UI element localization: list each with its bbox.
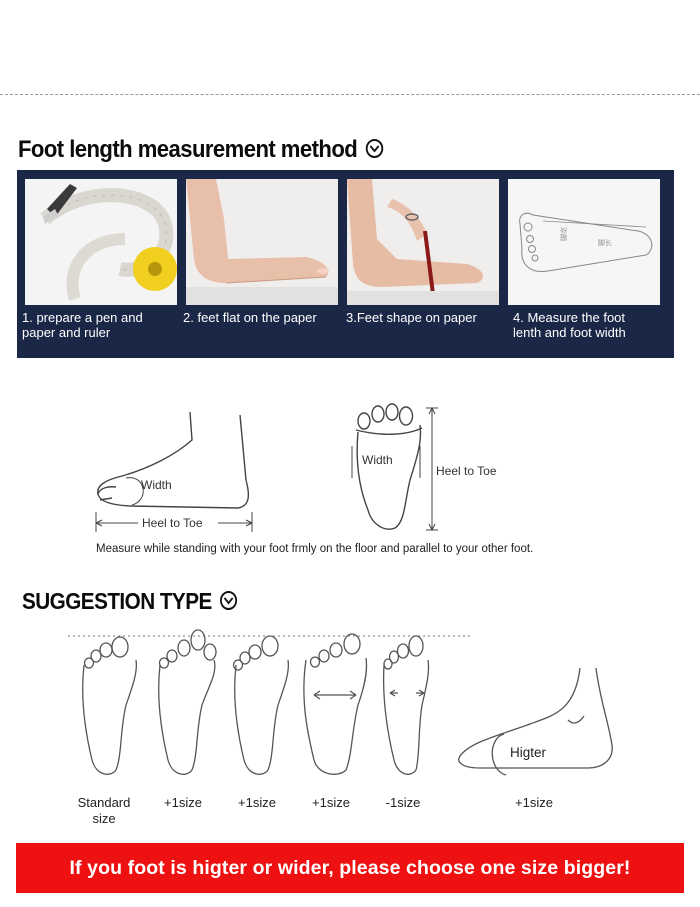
- foot-greek: [159, 630, 216, 774]
- step-3-caption: 3.Feet shape on paper: [346, 310, 477, 325]
- suggestion-title: SUGGESTION TYPE: [22, 588, 212, 614]
- foot-egyptian: [234, 636, 289, 774]
- size-label-3: +1size: [312, 795, 350, 810]
- tape-measure-photo: [25, 179, 177, 305]
- size-label-1: +1size: [164, 795, 202, 810]
- size-label-standard: Standard size: [77, 795, 131, 826]
- measurement-steps-panel: [17, 170, 674, 358]
- size-label-4: -1size: [385, 795, 421, 810]
- size-advice-banner: If you foot is higter or wider, please choose one size bigger!: [16, 843, 684, 893]
- dashed-divider: [0, 94, 700, 95]
- foot-narrow: [384, 636, 429, 774]
- step-1-caption: 1. prepare a pen and paper and ruler: [22, 310, 143, 340]
- side-foot-outline: [98, 412, 249, 508]
- feet-tracing-photo: [347, 179, 499, 305]
- chevron-down-circle-icon: [220, 591, 237, 610]
- foot-standard: [83, 637, 137, 774]
- top-length-label: Heel to Toe: [436, 464, 497, 478]
- measure-note: Measure while standing with your foot frmly on the floor and parallel to your other foot.: [96, 543, 534, 555]
- foot-measure-diagram: [0, 380, 700, 570]
- step-2-caption: 2. feet flat on the paper: [183, 310, 317, 325]
- side-width-label: Width: [141, 478, 172, 492]
- top-width-label: Width: [362, 453, 393, 467]
- foot-wide: [304, 634, 367, 774]
- side-length-label: Heel to Toe: [142, 516, 203, 530]
- chevron-down-circle-icon: [365, 139, 382, 158]
- foot-sketch-photo: [508, 179, 660, 305]
- size-label-2: +1size: [238, 795, 276, 810]
- higher-label: Higter: [510, 745, 547, 760]
- size-label-5: +1size: [515, 795, 553, 810]
- sketch-label-width: 脚宽: [561, 227, 568, 241]
- foot-flat-photo: [186, 179, 338, 305]
- sketch-label-length: 脚长: [598, 240, 612, 247]
- suggestion-heading: [22, 588, 237, 615]
- measurement-title: Foot length measurement method: [18, 136, 358, 163]
- measurement-heading: [18, 136, 383, 164]
- foot-types-diagram: [0, 620, 700, 800]
- step-4-caption: 4. Measure the foot lenth and foot width: [513, 310, 626, 340]
